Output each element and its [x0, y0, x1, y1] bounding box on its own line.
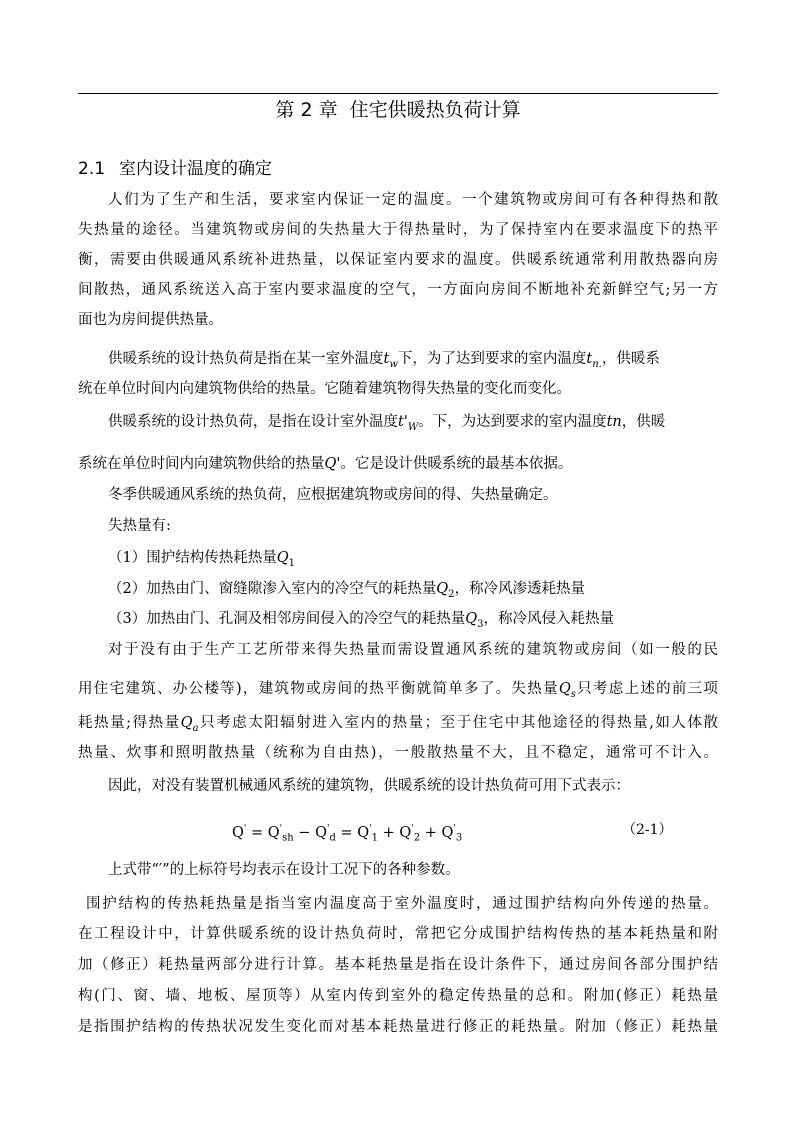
paragraph-line: 统在单位时间内向建筑物供给的热量。它随着建筑物得失热量的变化而变化。: [78, 381, 571, 397]
paragraph-line: 因此，对没有装置机械通风系统的建筑物，供暖系统的设计热负荷可用下式表示：: [108, 778, 630, 794]
paragraph-line: 上式带“′”的上标符号均表示在设计工况下的各种参数。: [108, 862, 460, 878]
paragraph-line: 在工程设计中，计算供暖系统的设计热负荷时，常把它分成围护结构传热的基本耗热量和附: [78, 926, 718, 942]
paragraph-line: 冬季供暖通风系统的热负荷，应根据建筑物或房间的得、失热量确定。: [108, 487, 558, 503]
paragraph-line: 系统在单位时间内向建筑物供给的热量Q'。它是设计供暖系统的最基本依据。: [78, 456, 573, 472]
paragraph-line: 是指围护结构的传热状况发生变化而对基本耗热量进行修正的耗热量。附加（修正）耗热量: [78, 1019, 718, 1035]
paragraph-line: 衡，需要由供暖通风系统补进热量，以保证室内要求的温度。供暖系统通常利用散热器向房: [78, 252, 718, 268]
paragraph-line: 供暖系统的设计热负荷是指在某一室外温度$t_w$下，为了达到要求的室内温度$t_{n.}$，供暖系: [108, 351, 660, 370]
header-rule: [78, 93, 718, 94]
paragraph-line: 间散热，通风系统送入高于室内要求温度的空气，一方面向房间不断地补充新鲜空气;另一方: [78, 282, 718, 298]
paragraph-line: 热量、炊事和照明散热量（统称为自由热)，一般散热量不大，且不稳定，通常可不计入。: [78, 745, 718, 761]
paragraph-line: 失热量的途径。当建筑物或房间的失热量大于得热量时，为了保持室内在要求温度下的热平: [78, 222, 718, 238]
chapter-number: 第 2 章: [275, 99, 338, 121]
paragraph-line: 面也为房间提供热量。: [78, 312, 223, 328]
list-item: （1）围护结构传热耗热量$Q_1$: [108, 550, 295, 569]
paragraph-line: 加（修正）耗热量两部分进行计算。基本耗热量是指在设计条件下，通过房间各部分围护结: [78, 957, 718, 973]
section-heading: [78, 157, 272, 181]
paragraph-line: 对于没有由于生产工艺所带来得失热量而需设置通风系统的建筑物或房间（如一般的民: [108, 642, 718, 658]
paragraph-line: 围护结构的传热耗热量是指当室内温度高于室外温度时，通过围护结构向外传递的热量。: [86, 896, 718, 912]
chapter-name: 住宅供暖热负荷计算: [349, 99, 521, 121]
paragraph-line: 失热量有:: [108, 518, 171, 534]
paragraph-line: 人们为了生产和生活，要求室内保证一定的温度。一个建筑物或房间可有各种得热和散: [108, 192, 718, 208]
equation: $Q' = Q'_{sh} - Q'_d = Q'_1 + Q'_2 + Q'_3$: [232, 824, 463, 844]
list-item: （3）加热由门、孔洞及相邻房间侵入的冷空气的耗热量$Q_3$，称冷风侵入耗热量: [108, 611, 614, 630]
list-item: （2）加热由门、窗缝隙渗入室内的冷空气的耗热量$Q_2$，称冷风渗透耗热量: [108, 581, 585, 600]
section-number: 2.1: [78, 159, 106, 179]
equation-number: （2-1）: [622, 822, 673, 838]
paragraph-line: 耗热量;得热量$Q_a$只考虑太阳辐射进入室内的热量；至于住宅中其他途径的得热量,如人体散: [78, 715, 718, 734]
paragraph-line: 构(门、窗、墙、地板、屋顶等）从室内传到室外的稳定传热量的总和。附加(修正）耗热量: [78, 988, 718, 1004]
section-name: 室内设计温度的确定: [119, 159, 273, 179]
paragraph-line: 用住宅建筑、办公楼等)，建筑物或房间的热平衡就简单多了。失热量$Q_s$只考虑上述的前三项: [78, 681, 719, 700]
chapter-title: [78, 97, 718, 123]
paragraph-line: 供暖系统的设计热负荷，是指在设计室外温度$t'_W$。下，为达到要求的室内温度tn，供暖: [108, 414, 666, 433]
